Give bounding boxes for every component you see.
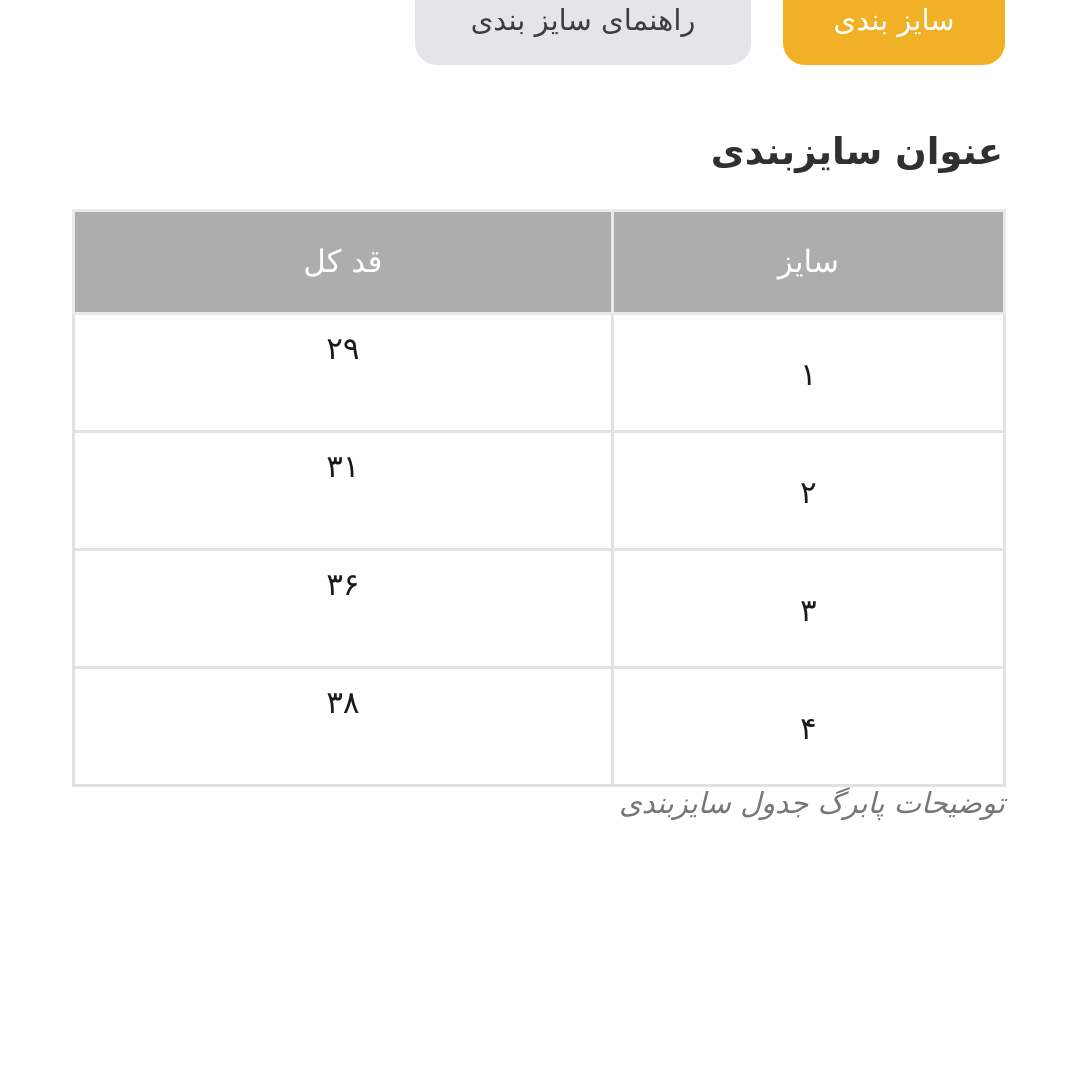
- table-header-row: [74, 211, 1005, 314]
- cell-size: ۴: [612, 668, 1004, 786]
- cell-total-height: ۳۱: [74, 432, 613, 550]
- cell-size: ۲: [612, 432, 1004, 550]
- cell-size: ۳: [612, 550, 1004, 668]
- table-row: [74, 550, 1005, 668]
- cell-total-height: ۳۸: [74, 668, 613, 786]
- tab-size-guide-label: راهنمای سایز بندی: [470, 3, 696, 37]
- tab-bar: [415, 0, 1005, 65]
- tab-sizing[interactable]: [783, 0, 1005, 65]
- size-table: [72, 209, 1006, 787]
- cell-total-height: ۳۶: [74, 550, 613, 668]
- table-footer-description: توضیحات پابرگ جدول سایزبندی: [618, 786, 1005, 820]
- cell-size: ۱: [612, 314, 1004, 432]
- header-total-height: قد کل: [74, 211, 613, 314]
- table-row: [74, 668, 1005, 786]
- tab-size-guide[interactable]: [415, 0, 751, 65]
- table-row: [74, 314, 1005, 432]
- table-row: [74, 432, 1005, 550]
- tab-sizing-label: سایز بندی: [833, 3, 955, 37]
- cell-total-height: ۲۹: [74, 314, 613, 432]
- page-title: عنوان سایزبندی: [710, 130, 1003, 173]
- header-size: سایز: [612, 211, 1004, 314]
